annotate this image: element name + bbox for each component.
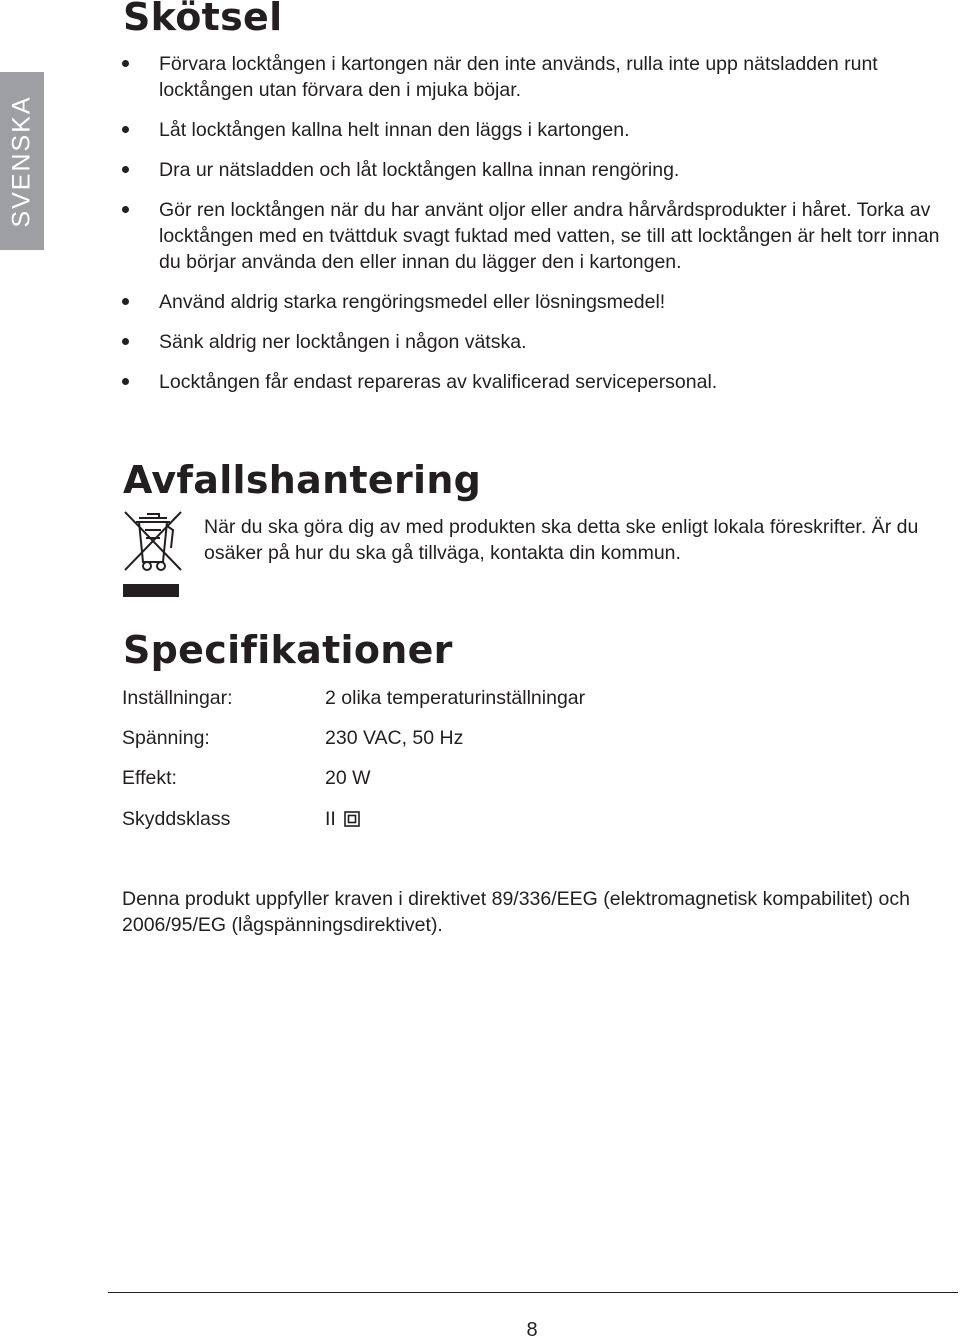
- page-number: 8: [526, 1319, 538, 1341]
- language-tab: [0, 72, 44, 250]
- footer-divider: [108, 1292, 958, 1293]
- list-item: Låt locktången kallna helt innan den läggs i kartongen.: [122, 117, 957, 143]
- disposal-text: När du ska göra dig av med produkten ska detta ske enligt lokala föreskrifter. Är du osäker på hur du ska gå tillväga, kontakta din kommun.: [204, 516, 919, 564]
- bullet-icon: [122, 378, 129, 385]
- spec-value: 230 VAC, 50 Hz: [325, 727, 464, 749]
- list-item: Locktången får endast repareras av kvalificerad servicepersonal.: [122, 369, 957, 395]
- list-item: Sänk aldrig ner locktången i någon vätska.: [122, 329, 957, 355]
- list-item: Förvara locktången i kartongen när den inte används, rulla inte upp nätsladden runt locktången utan förvara den i mjuka böjar.: [122, 51, 957, 103]
- spec-value: 20 W: [325, 767, 371, 789]
- disposal-heading: Avfallshantering: [123, 458, 482, 502]
- spec-label: Inställningar:: [122, 687, 233, 709]
- bullet-icon: [122, 166, 129, 173]
- spec-label: Effekt:: [122, 767, 177, 789]
- bullet-icon: [122, 298, 129, 305]
- crossed-out-wheelie-bin-icon: [123, 508, 183, 600]
- list-item: Använd aldrig starka rengöringsmedel eller lösningsmedel!: [122, 289, 957, 315]
- care-list: [122, 51, 957, 409]
- care-heading: Skötsel: [123, 0, 283, 39]
- spec-label: Skyddsklass: [122, 808, 231, 830]
- double-insulation-icon: [344, 811, 360, 827]
- conformity-statement: Denna produkt uppfyller kraven i direktivet 89/336/EEG (elektromagnetisk kompabilitet) och 2006/95/EG (lågspänningsdirektivet).: [122, 888, 910, 936]
- language-tab-label: SVENSKA: [7, 94, 36, 228]
- bullet-icon: [122, 126, 129, 133]
- specs-heading: Specifikationer: [123, 628, 453, 672]
- spec-label: Spänning:: [122, 727, 210, 749]
- list-item: Gör ren locktången när du har använt oljor eller andra hårvårdsprodukter i håret. Torka av locktången med en tvättduk svagt fuktad med vatten, se till att locktången är helt torr innan du börjar använda den eller innan du lägger den i kartongen.: [122, 197, 957, 275]
- spec-value: 2 olika temperaturinställningar: [325, 687, 586, 709]
- spec-value: II: [325, 806, 360, 832]
- bullet-icon: [122, 206, 129, 213]
- bullet-icon: [122, 60, 129, 67]
- list-item: Dra ur nätsladden och låt locktången kallna innan rengöring.: [122, 157, 957, 183]
- bullet-icon: [122, 338, 129, 345]
